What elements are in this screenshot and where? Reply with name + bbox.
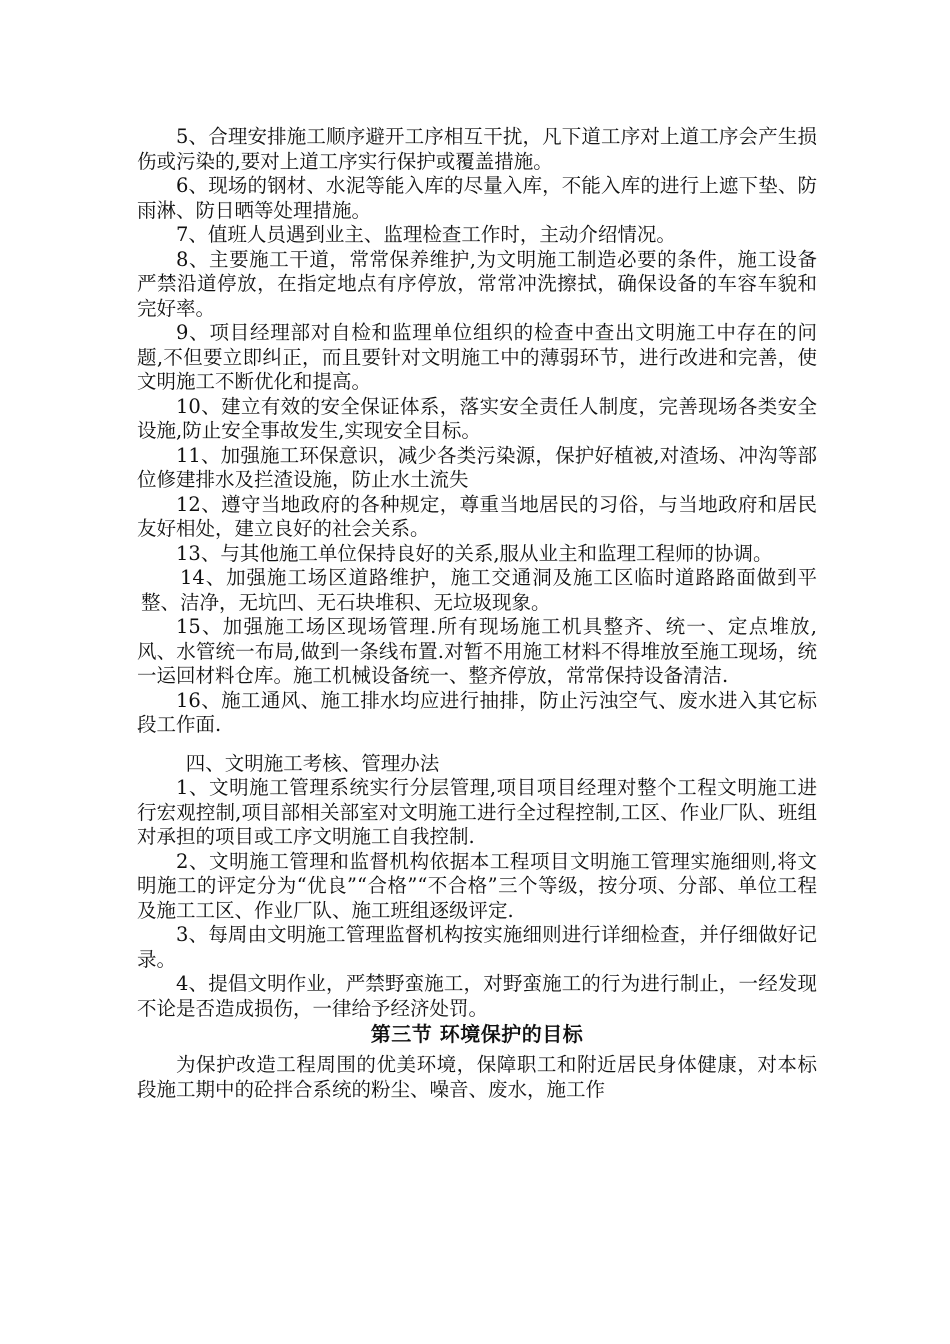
- section-heading: 四、文明施工考核、管理办法: [185, 751, 440, 775]
- list-item: 10、建立有效的安全保证体系，落实安全责任人制度，完善现场各类安全设施,防止安全事故发生,实现安全目标。: [137, 394, 817, 442]
- list-item: 9、项目经理部对自检和监理单位组织的检查中查出文明施工中存在的问题,不但要立即纠正，而且要针对文明施工中的薄弱环节，进行改进和完善，使文明施工不断优化和提高。: [137, 321, 817, 393]
- list-item: 2、文明施工管理和监督机构依据本工程项目文明施工管理实施细则,将文明施工的评定分为“优良”“合格”“不合格”三个等级，按分项、分部、单位工程及施工工区、作业厂队、施工班组逐级评定.: [137, 849, 817, 922]
- list-item: 8、主要施工干道，常常保养维护,为文明施工制造必要的条件，施工设备严禁沿道停放，在指定地点有序停放，常常冲洗擦拭，确保设备的车容车貌和完好率。: [137, 247, 817, 320]
- list-item: 16、施工通风、施工排水均应进行抽排，防止污浊空气、废水进入其它标段工作面.: [137, 688, 817, 736]
- list-item: 1、文明施工管理系统实行分层管理,项目项目经理对整个工程文明施工进行宏观控制,项目部相关部室对文明施工进行全过程控制,工区、作业厂队、班组对承担的项目或工序文明施工自我控制.: [137, 776, 817, 848]
- section-title: 第三节 环境保护的目标: [370, 1022, 584, 1046]
- list-item: 15、加强施工场区现场管理.所有现场施工机具整齐、统一、定点堆放,风、水管统一布局,做到一条线布置.对暂不用施工材料不得堆放至施工现场，统一运回材料仓库。施工机械设备统一、整齐停放，常常保持设备清洁.: [137, 615, 817, 687]
- paragraph: 为保护改造工程周围的优美环境，保障职工和附近居民身体健康，对本标段施工期中的砼拌合系统的粉尘、噪音、废水，施工作: [137, 1053, 817, 1101]
- list-item: 12、遵守当地政府的各种规定，尊重当地居民的习俗，与当地政府和居民友好相处，建立良好的社会关系。: [137, 492, 817, 540]
- list-item: 4、提倡文明作业，严禁野蛮施工，对野蛮施工的行为进行制止，一经发现不论是否造成损伤，一律给予经济处罚。: [137, 972, 817, 1020]
- list-item: 11、加强施工环保意识，减少各类污染源，保护好植被,对渣场、冲沟等部位修建排水及拦渣设施，防止水土流失: [137, 443, 817, 491]
- list-item: 13、与其他施工单位保持良好的关系,服从业主和监理工程师的协调。: [176, 541, 773, 565]
- spacer: [137, 738, 817, 752]
- list-item: 5、合理安排施工顺序避开工序相互干扰，凡下道工序对上道工序会产生损伤或污染的,要对上道工序实行保护或覆盖措施。: [137, 125, 817, 173]
- list-item: 14、加强施工场区道路维护，施工交通洞及施工区临时道路路面做到平整、洁净，无坑凹、无石块堆积、无垃圾现象。: [141, 566, 817, 614]
- list-item: 6、现场的钢材、水泥等能入库的尽量入库，不能入库的进行上遮下垫、防雨淋、防日晒等处理措施。: [137, 174, 817, 222]
- document-body: [137, 125, 817, 1102]
- list-item: 3、每周由文明施工管理监督机构按实施细则进行详细检查，并仔细做好记录。: [137, 923, 817, 971]
- list-item: 7、值班人员遇到业主、监理检查工作时，主动介绍情况。: [176, 223, 676, 246]
